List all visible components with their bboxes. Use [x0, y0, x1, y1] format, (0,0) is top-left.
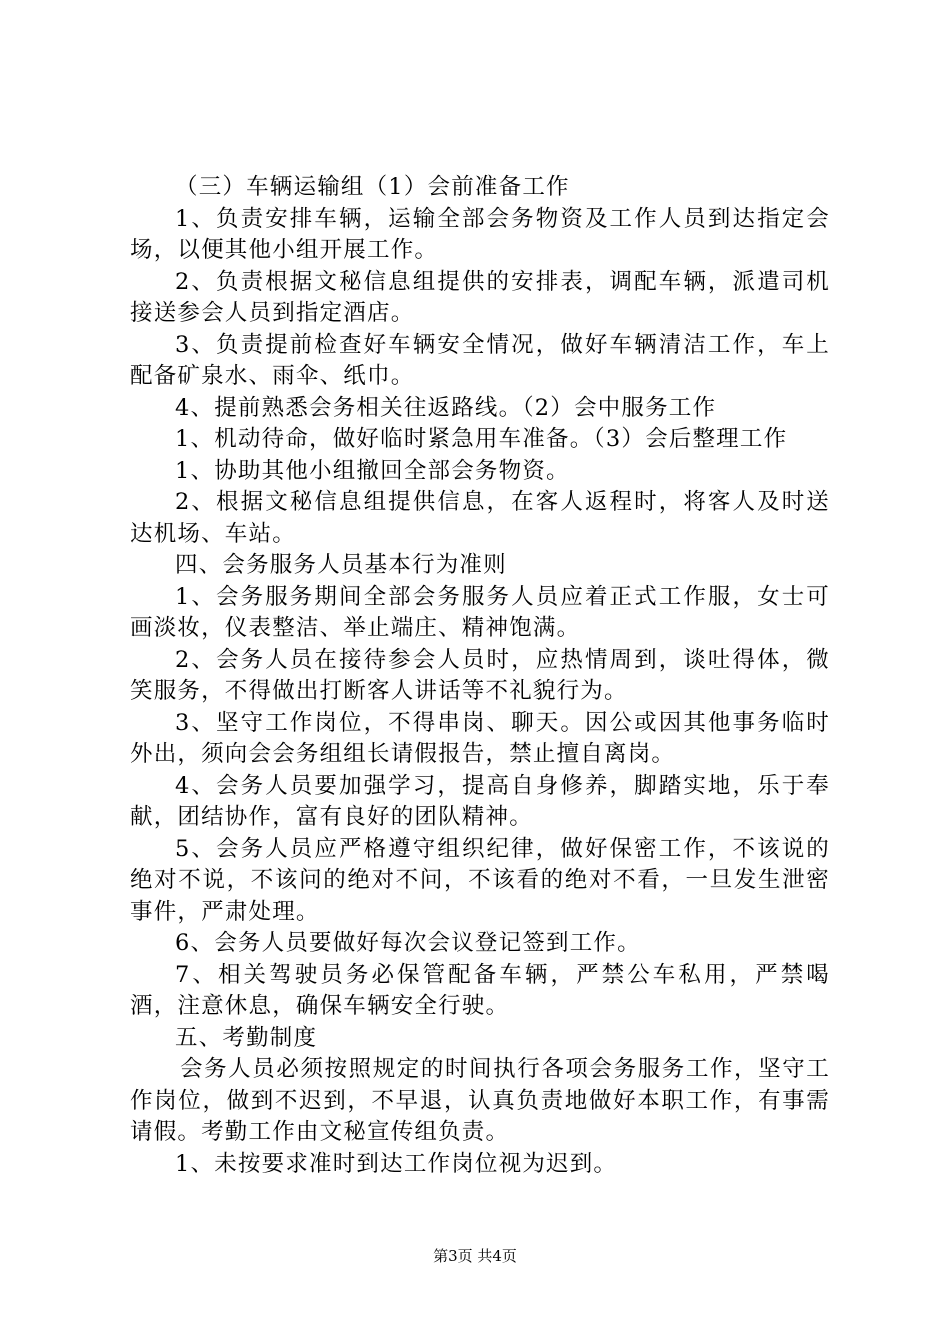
- paragraph: 2、负责根据文秘信息组提供的安排表，调配车辆，派遣司机接送参会人员到指定酒店。: [130, 268, 830, 326]
- paragraph: 1、未按要求准时到达工作岗位视为迟到。: [175, 1150, 618, 1177]
- page-number-footer: 第3页 共4页: [433, 1247, 517, 1265]
- document-body: [130, 172, 830, 1180]
- paragraph: 5、会务人员应严格遵守组织纪律，做好保密工作，不该说的绝对不说，不该问的绝对不问，不该看的绝对不看，一旦发生泄密事件，严肃处理。: [130, 835, 830, 925]
- paragraph: 3、坚守工作岗位，不得串岗、聊天。因公或因其他事务临时外出，须向会会务组组长请假报告，禁止擅自离岗。: [130, 709, 830, 767]
- paragraph: 1、机动待命，做好临时紧急用车准备。（3）会后整理工作: [175, 426, 788, 452]
- section-heading-code-of-conduct: 四、会务服务人员基本行为准则: [175, 552, 507, 578]
- paragraph: 2、根据文秘信息组提供信息，在客人返程时，将客人及时送达机场、车站。: [130, 489, 830, 547]
- paragraph: 4、提前熟悉会务相关往返路线。（2）会中服务工作: [175, 394, 717, 421]
- paragraph: 7、相关驾驶员务必保管配备车辆，严禁公车私用，严禁喝酒，注意休息，确保车辆安全行驶。: [130, 961, 830, 1019]
- paragraph: 1、负责安排车辆，运输全部会务物资及工作人员到达指定会场，以便其他小组开展工作。: [130, 205, 830, 263]
- paragraph: 1、会务服务期间全部会务服务人员应着正式工作服，女士可画淡妆，仪表整洁、举止端庄、精神饱满。: [130, 583, 830, 641]
- paragraph: 1、协助其他小组撤回全部会务物资。: [175, 457, 570, 484]
- section-heading-vehicle-transport: （三）车辆运输组（1）会前准备工作: [175, 174, 570, 200]
- paragraph: 3、负责提前检查好车辆安全情况，做好车辆清洁工作，车上配备矿泉水、雨伞、纸巾。: [130, 331, 830, 389]
- paragraph: 会务人员必须按照规定的时间执行各项会务服务工作，坚守工作岗位，做到不迟到，不早退，认真负责地做好本职工作，有事需请假。考勤工作由文秘宣传组负责。: [130, 1056, 830, 1145]
- paragraph: 4、会务人员要加强学习，提高自身修养，脚踏实地，乐于奉献，团结协作，富有良好的团队精神。: [130, 772, 830, 830]
- section-heading-attendance: 五、考勤制度: [175, 1024, 318, 1051]
- paragraph: 6、会务人员要做好每次会议登记签到工作。: [175, 930, 641, 956]
- paragraph: 2、会务人员在接待参会人员时，应热情周到，谈吐得体，微笑服务，不得做出打断客人讲话等不礼貌行为。: [130, 646, 830, 704]
